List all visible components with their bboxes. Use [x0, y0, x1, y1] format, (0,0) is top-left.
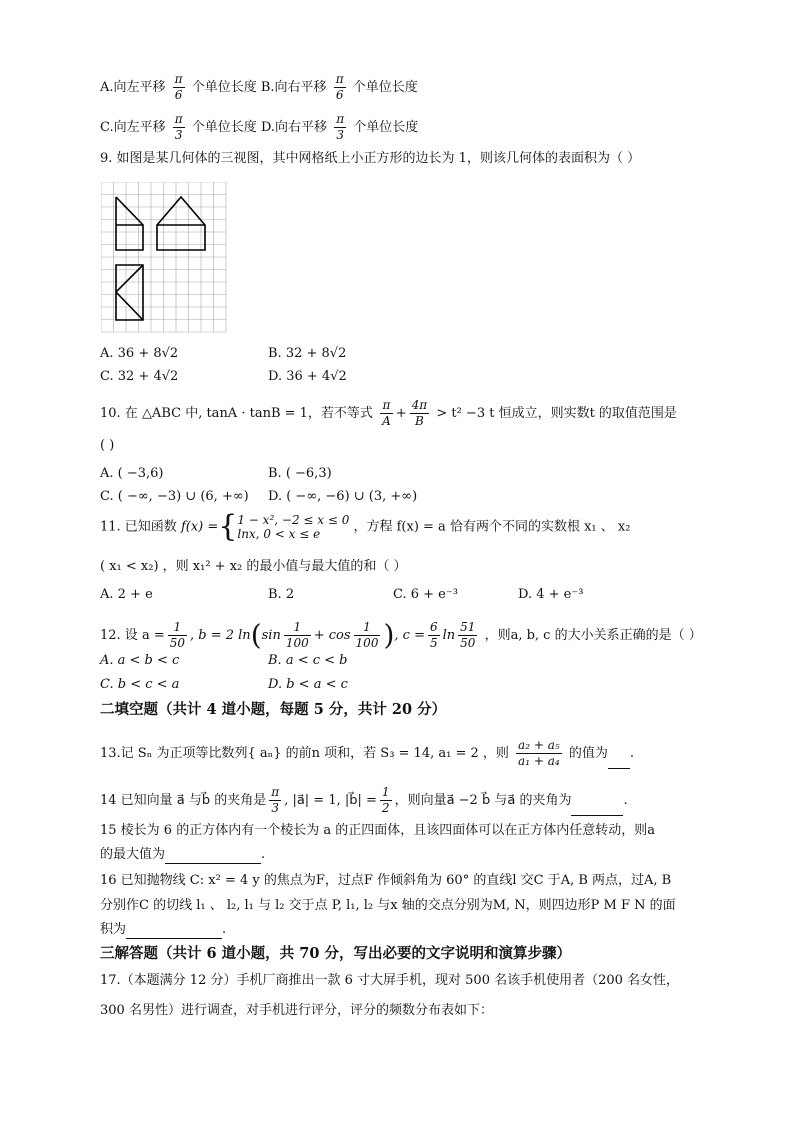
- grid-lines: [101, 182, 226, 332]
- three-view-grid-figure: [101, 182, 227, 334]
- q11-stem-post: ，方程 f(x) = a 恰有两个不同的实数根 x₁ 、 x₂: [353, 519, 631, 535]
- q12-fraction-cos-arg: $\frac{1}{100}$: [355, 620, 379, 650]
- q9-stem: 9. 如图是某几何体的三视图，其中网格纸上小正方形的边长为 1，则该几何体的表面积为（ ）: [100, 151, 641, 166]
- q8-option-d-label: D.向右平移: [260, 120, 328, 135]
- q8-option-a-label: A.向左平移: [100, 80, 166, 95]
- q9-option-c: C. 32 + 4√2: [100, 369, 179, 384]
- q10-fraction-4pi-b: $\frac{4\pi}{B}$: [411, 398, 428, 428]
- q12-c-eq: , c =: [394, 628, 425, 643]
- q10-option-d: D. ( −∞, −6) ∪ (3, +∞): [268, 489, 418, 504]
- q12-option-b: B. a < c < b: [268, 653, 348, 668]
- q12-stem: [100, 620, 702, 651]
- q9-option-a: A. 36 + 8√2: [100, 346, 179, 361]
- q10-fraction-pi-a: $\frac{\pi}{A}$: [382, 398, 391, 428]
- q12-left-paren: (: [250, 618, 262, 652]
- q12-fraction-a: $\frac{1}{50}$: [169, 620, 185, 650]
- q14-stem: [100, 785, 628, 816]
- q10-option-b: B. ( −6,3): [268, 466, 332, 481]
- q13-fraction: $\frac{\text{a₂ + a₅}}{\text{a₁ + a₄}}$: [518, 738, 560, 768]
- q16-line1: 16 已知抛物线 C: x² = 4 y 的焦点为F，过点F 作倾斜角为 60° 的直线l 交C 于A, B 两点，过A, B: [100, 873, 672, 888]
- q13-stem-post: 的值为: [568, 746, 608, 761]
- q12-fraction-sin-arg: $\frac{1}{100}$: [285, 620, 309, 650]
- q12-cos: + cos: [313, 628, 351, 643]
- q11-stem-line2: ( x₁ < x₂) ，则 x₁² + x₂ 的最小值与最大值的和（ ）: [100, 559, 407, 574]
- q10-stem: [100, 398, 677, 429]
- q14-stem-mid: , |a⃗| = 1, |b⃗| =: [284, 793, 377, 808]
- q16-answer-blank[interactable]: [126, 924, 222, 939]
- q8-option-a-unit: 个单位长度: [191, 80, 257, 95]
- section-solution-heading: 三解答题（共计 6 道小题，共 70 分，写出必要的文字说明和演算步骤）: [100, 945, 571, 962]
- q8-option-c-label: C.向左平移: [100, 120, 166, 135]
- q12-b-ln: , b = 2 ln: [190, 628, 251, 643]
- q8-option-c-unit: 个单位长度: [191, 120, 257, 135]
- q10-stem-pre: 10. 在 △ABC 中, tanA · tanB = 1，若不等式: [100, 406, 373, 421]
- q14-fraction-half: $\frac{1}{2}$: [381, 785, 390, 815]
- q12-right-paren: ): [383, 618, 395, 652]
- q11-option-b: B. 2: [268, 587, 295, 602]
- q14-end: .: [623, 793, 628, 808]
- q13-answer-blank[interactable]: [608, 754, 630, 769]
- q11-option-d: D. 4 + e⁻³: [518, 587, 584, 602]
- q9-option-d: D. 36 + 4√2: [268, 369, 347, 384]
- q12-fraction-ln-arg: $\frac{51}{50}$: [460, 620, 476, 650]
- q10-plus: +: [395, 406, 407, 421]
- q12-ln: ln: [442, 628, 456, 643]
- q11-option-c: C. 6 + e⁻³: [393, 587, 458, 602]
- q8-option-line-cd: [100, 112, 418, 143]
- q12-sin: sin: [261, 628, 281, 643]
- q12-fraction-c-coef: $\frac{6}{5}$: [429, 620, 438, 650]
- q12-option-a: A. a < b < c: [100, 653, 180, 668]
- q11-piecewise-cases: 1 − x², −2 ≤ x ≤ 0 lnx, 0 < x ≤ e: [237, 513, 350, 541]
- q8-option-line-ab: [100, 72, 418, 103]
- q16-line3-text: 积为: [100, 922, 127, 937]
- q8-option-d-fraction: $\frac{\pi}{3}$: [336, 112, 345, 142]
- q16-end: .: [222, 922, 227, 937]
- q8-option-b-unit: 个单位长度: [352, 80, 418, 95]
- q11-stem-pre: 11. 已知函数: [100, 519, 177, 535]
- section-fill-in-heading: 二填空题（共计 4 道小题，每题 5 分，共计 20 分）: [100, 701, 447, 718]
- q16-line2: 分别作C 的切线 l₁ 、 l₂, l₁ 与 l₂ 交于点 P, l₁, l₂ 与x 轴的交点分别为M, N，则四边形P M F N 的面: [100, 898, 676, 913]
- q9-option-b: B. 32 + 8√2: [268, 346, 347, 361]
- q11-function-name: f(x) =: [180, 519, 219, 535]
- top-view-shape: [116, 265, 143, 320]
- q17-line1: 17.（本题满分 12 分）手机厂商推出一款 6 寸大屏手机，现对 500 名该手机使用者（200 名女性，: [100, 973, 680, 988]
- q15-line2-text: 的最大值为: [100, 847, 166, 862]
- q10-stem-post: > t² −3 t 恒成立，则实数t 的取值范围是: [436, 406, 677, 421]
- side-view-shape: [157, 197, 205, 250]
- q14-stem-post: ，则向量a⃗ −2 b⃗ 与a⃗ 的夹角为: [394, 793, 572, 808]
- q15-answer-blank[interactable]: [165, 849, 261, 864]
- q8-option-b-fraction: $\frac{\pi}{6}$: [335, 72, 344, 102]
- q13-stem: [100, 738, 634, 769]
- q14-answer-blank[interactable]: [571, 801, 623, 816]
- q12-stem-post: ，则a, b, c 的大小关系正确的是（ ）: [484, 628, 702, 643]
- q10-option-a: A. ( −3,6): [100, 466, 164, 481]
- q12-option-d: D. b < a < c: [268, 677, 348, 692]
- q15-line2: [100, 846, 265, 864]
- q8-option-a-fraction: $\frac{\pi}{6}$: [174, 72, 183, 102]
- q11-brace: {: [218, 509, 238, 544]
- q11-option-a: A. 2 + e: [100, 587, 153, 602]
- q14-fraction-pi-3: $\frac{\pi}{3}$: [271, 785, 280, 815]
- q12-stem-pre: 12. 设 a =: [100, 628, 165, 643]
- q13-end: .: [629, 746, 634, 761]
- q8-option-d-unit: 个单位长度: [353, 120, 419, 135]
- q15-line1: 15 棱长为 6 的正方体内有一个棱长为 a 的正四面体，且该四面体可以在正方体内任意转动，则a: [100, 823, 655, 838]
- q10-option-c: C. ( −∞, −3) ∪ (6, +∞): [100, 489, 249, 504]
- q17-line2: 300 名男性）进行调查，对手机进行评分，评分的频数分布表如下：: [100, 1003, 493, 1018]
- q15-end: .: [261, 847, 266, 862]
- front-view-shape: [116, 197, 143, 250]
- q10-paren: ( ): [100, 438, 115, 453]
- q13-stem-pre: 13.记 Sₙ 为正项等比数列{ aₙ} 的前n 项和，若 S₃ = 14, a₁ = 2 ，则: [100, 746, 509, 761]
- q11-stem: [100, 509, 631, 544]
- q8-option-b-label: B.向右平移: [260, 80, 327, 95]
- q16-line3: [100, 921, 226, 939]
- q14-stem-pre: 14 已知向量 a⃗ 与b⃗ 的夹角是: [100, 793, 267, 808]
- q8-option-c-fraction: $\frac{\pi}{3}$: [174, 112, 183, 142]
- q12-option-c: C. b < c < a: [100, 677, 180, 692]
